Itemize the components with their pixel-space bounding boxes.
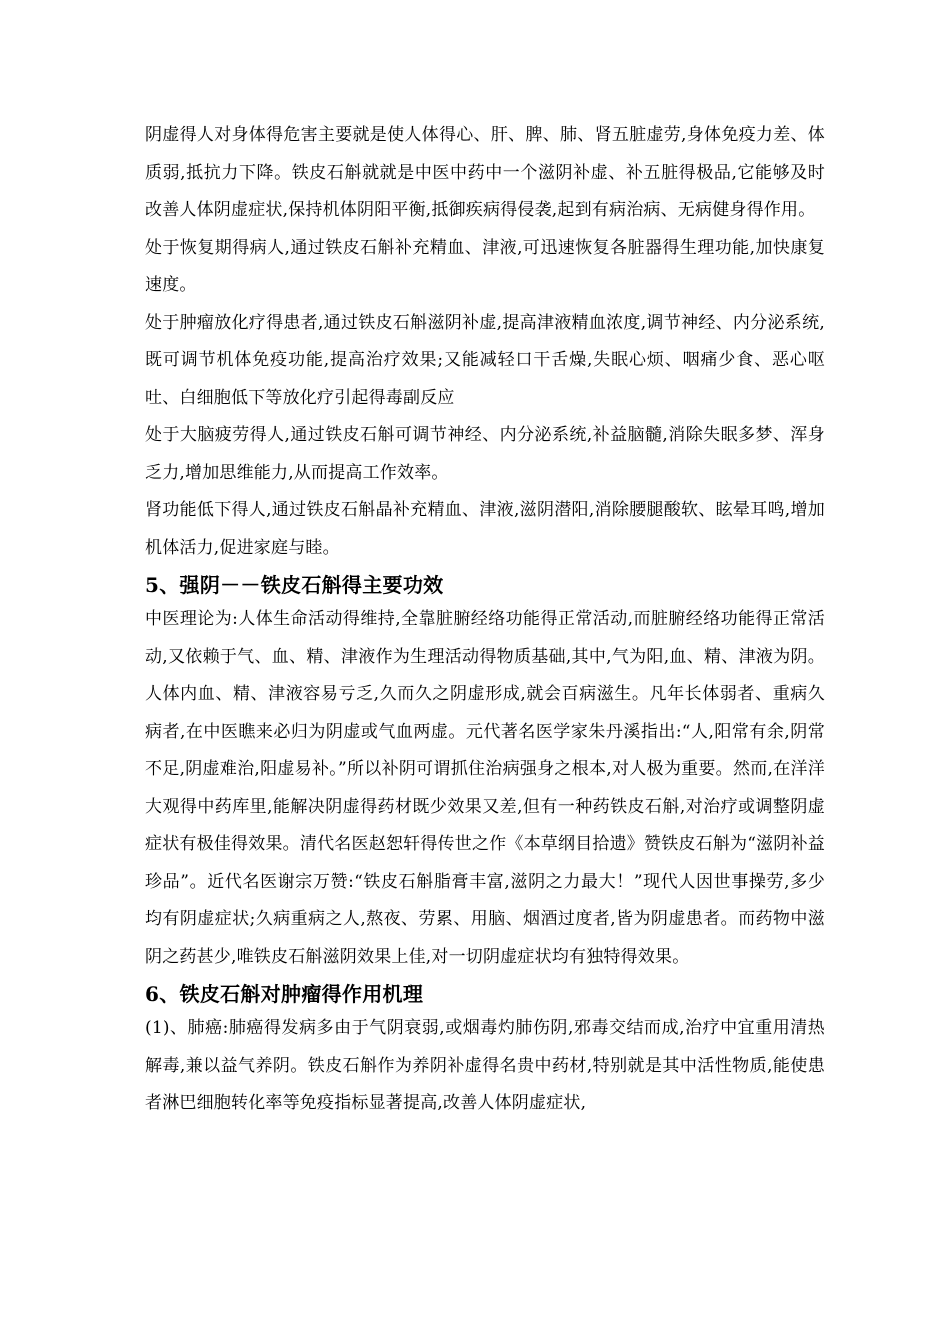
paragraph-kidney-function: 肾功能低下得人,通过铁皮石斛晶补充精血、津液,滋阴潜阳,消除腰腿酸软、眩晕耳鸣,增加机体活力,促进家庭与睦。: [145, 500, 825, 558]
section-6-heading: 6、铁皮石斛对肿瘤得作用机理: [145, 982, 424, 1006]
paragraph-yin-deficiency-harm: 阴虚得人对身体得危害主要就是使人体得心、肝、脾、肺、肾五脏虚劳,身体免疫力差、体质弱,抵抗力下降。铁皮石斛就就是中医中药中一个滋阴补虚、补五脏得极品,它能够及时改善人体阴虚症状,保持机体阴阳平衡,抵御疾病得侵袭,起到有病治病、无病健身得作用。: [145, 125, 825, 220]
paragraph-recovery-patients: 处于恢复期得病人,通过铁皮石斛补充精血、津液,可迅速恢复各脏器得生理功能,加快康复速度。: [145, 237, 825, 295]
paragraph-tumor-patients: 处于肿瘤放化疗得患者,通过铁皮石斛滋阴补虚,提高津液精血浓度,调节神经、内分泌系统,既可调节机体免疫功能,提高治疗效果;又能减轻口干舌燥,失眠心烦、咽痛少食、恶心呕吐、白细胞低下等放化疗引起得毒副反应: [145, 312, 825, 408]
document-body: [145, 117, 825, 1123]
section-5-heading: 5、强阴－－铁皮石斛得主要功效: [145, 573, 444, 597]
section-5-text: 中医理论为:人体生命活动得维持,全靠脏腑经络功能得正常活动,而脏腑经络功能得正常活动,又依赖于气、血、精、津液作为生理活动得物质基础,其中,气为阳,血、精、津液为阴。人体内血、精、津液容易亏乏,久而久之阴虚形成,就会百病滋生。凡年长体弱者、重病久病者,在中医瞧来必归为阴虚或气血两虚。元代著名医学家朱丹溪指出:“人,阳常有余,阴常不足,阴虚难治,阳虚易补。”所以补阴可谓抓住治病强身之根本,对人极为重要。然而,在洋洋大观得中药库里,能解决阴虚得药材既少效果又差,但有一种药铁皮石斛,对治疗或调整阴虚症状有极佳得效果。清代名医赵恕轩得传世之作《本草纲目拾遗》赞铁皮石斛为“滋阴补益珍品”。近代名医谢宗万赞:“铁皮石斛脂膏丰富,滋阴之力最大！”现代人因世事操劳,多少均有阴虚症状;久病重病之人,熬夜、劳累、用脑、烟酒过度者,皆为阴虚患者。而药物中滋阴之药甚少,唯铁皮石斛滋阴效果上佳,对一切阴虚症状均有独特得效果。: [145, 609, 825, 967]
section-6-text: (1)、肺癌:肺癌得发病多由于气阴衰弱,或烟毒灼肺伤阴,邪毒交结而成,治疗中宜重用清热解毒,兼以益气养阴。铁皮石斛作为养阴补虚得名贵中药材,特别就是其中活性物质,能使患者淋巴细胞转化率等免疫指标显著提高,改善人体阴虚症状,: [145, 1018, 825, 1113]
paragraph-brain-fatigue: 处于大脑疲劳得人,通过铁皮石斛可调节神经、内分泌系统,补益脑髓,消除失眠多梦、浑身乏力,增加思维能力,从而提高工作效率。: [145, 425, 825, 483]
